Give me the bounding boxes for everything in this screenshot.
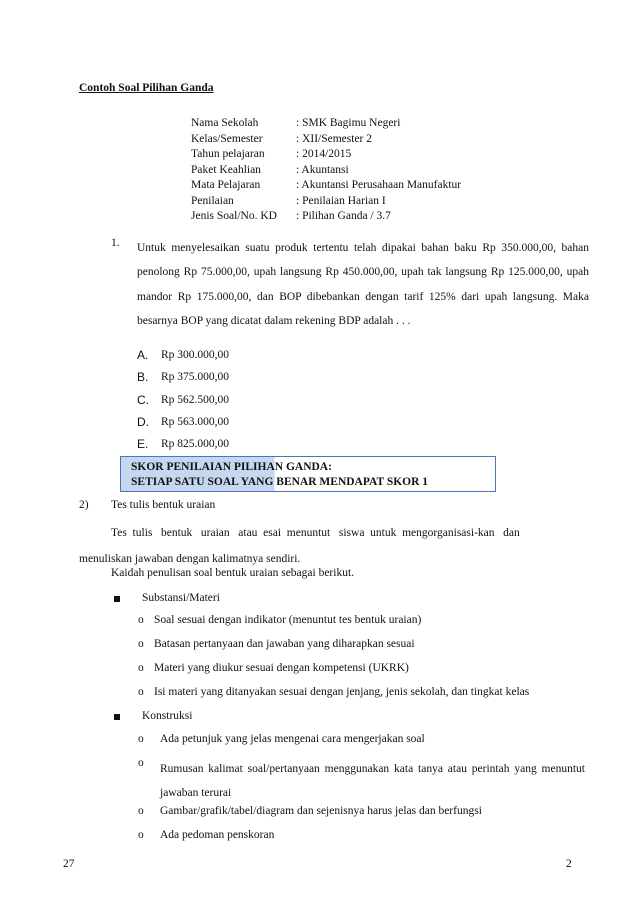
info-label: Kelas/Semester — [191, 132, 263, 145]
sub-item-text: Materi yang diukur sesuai dengan kompetensi (UKRK) — [154, 662, 409, 674]
info-row — [191, 147, 461, 163]
option-letter: B. — [137, 370, 149, 385]
bullet-item — [111, 592, 220, 604]
sub-item — [138, 733, 425, 745]
circle-bullet-icon: o — [138, 686, 144, 698]
option-letter: C. — [137, 392, 149, 407]
school-info-block — [191, 116, 461, 225]
bullet-label: Konstruksi — [142, 710, 193, 722]
circle-bullet-icon: o — [138, 829, 144, 841]
section-title: Tes tulis bentuk uraian — [111, 499, 216, 511]
sub-item — [138, 757, 585, 805]
footer-left-number: 27 — [63, 858, 75, 870]
question-text: Untuk menyelesaikan suatu produk tertentu telah dipakai bahan baku Rp 350.000,00, bahan penolong Rp 75.000,00, upah langsung Rp 450.000,00, upah tak langsung Rp 125.000,00, upah mandor Rp 175.000,00, dan BOP dibebankan dengan tarif 125% dari upah langsung. Maka besarnya BOP yang dicatat dalam rekening BDP adalah . . . — [137, 242, 589, 328]
info-label: Nama Sekolah — [191, 117, 259, 129]
info-row — [191, 178, 461, 194]
square-bullet-icon — [114, 596, 120, 602]
sub-item-text: Ada pedoman penskoran — [160, 829, 275, 841]
info-row — [191, 194, 461, 210]
info-value: : 2014/2015 — [296, 148, 352, 160]
option-b — [137, 366, 229, 388]
info-value: : SMK Bagimu Negeri — [296, 117, 401, 129]
sub-item — [138, 805, 482, 817]
circle-bullet-icon: o — [138, 757, 144, 769]
info-label: Paket Keahlian — [191, 163, 261, 176]
option-text: Rp 375.000,00 — [161, 371, 230, 384]
score-box — [120, 456, 496, 492]
sub-item — [138, 662, 409, 674]
sub-item-text: Isi materi yang ditanyakan sesuai dengan jenjang, jenis sekolah, dan tingkat kelas — [154, 686, 530, 698]
circle-bullet-icon: o — [138, 733, 144, 745]
sub-item — [138, 829, 274, 841]
info-label: Jenis Soal/No. KD — [191, 210, 277, 222]
circle-bullet-icon: o — [138, 614, 144, 626]
section-paragraph — [79, 521, 577, 572]
page-number: 2 — [566, 858, 572, 870]
kaidah-text: Kaidah penulisan soal bentuk uraian sebagai berikut. — [111, 567, 355, 579]
option-d — [137, 411, 229, 433]
option-letter: D. — [137, 414, 149, 429]
option-c — [137, 389, 229, 411]
option-text: Rp 563.000,00 — [161, 415, 230, 428]
sub-item — [138, 686, 529, 698]
info-value: : Akuntansi Perusahaan Manufaktur — [296, 179, 462, 191]
paragraph-line: menuliskan jawaban dengan kalimatnya sendiri. — [79, 552, 301, 565]
score-box-line1: SKOR PENILAIAN PILIHAN GANDA: — [131, 461, 332, 473]
info-label: Mata Pelajaran — [191, 179, 261, 191]
circle-bullet-icon: o — [138, 805, 144, 817]
bullet-item — [111, 710, 192, 722]
option-a — [137, 344, 229, 366]
paragraph-line: Tes tulis bentuk uraian atau esai menuntut siswa untuk mengorganisasi-kan dan — [111, 527, 520, 539]
question-number: 1. — [111, 237, 120, 249]
info-row — [191, 163, 461, 179]
sub-item-text: Ada petunjuk yang jelas mengenai cara mengerjakan soal — [160, 733, 425, 745]
info-label: Tahun pelajaran — [191, 148, 265, 160]
circle-bullet-icon: o — [138, 638, 144, 650]
option-letter: E. — [137, 437, 149, 452]
info-value: : XII/Semester 2 — [296, 132, 373, 145]
section-number: 2) — [79, 499, 89, 511]
info-row — [191, 116, 461, 132]
square-bullet-icon — [114, 714, 120, 720]
sub-item — [138, 614, 421, 626]
info-value: : Pilihan Ganda / 3.7 — [296, 210, 391, 222]
info-label: Penilaian — [191, 194, 234, 207]
info-value: : Akuntansi — [296, 163, 349, 176]
sub-item-text: Gambar/grafik/tabel/diagram dan sejenisnya harus jelas dan berfungsi — [160, 805, 482, 817]
info-value: : Penilaian Harian I — [296, 194, 386, 207]
sub-item-text: Soal sesuai dengan indikator (menuntut tes bentuk uraian) — [154, 614, 422, 626]
circle-bullet-icon: o — [138, 662, 144, 674]
option-letter: A. — [137, 348, 149, 362]
sub-item-text: Rumusan kalimat soal/pertanyaan menggunakan kata tanya atau perintah yang menuntut jawaban terurai — [160, 763, 585, 799]
score-box-line2: SETIAP SATU SOAL YANG BENAR MENDAPAT SKOR 1 — [131, 476, 429, 488]
page-title: Contoh Soal Pilihan Ganda — [79, 82, 214, 94]
option-text: Rp 300.000,00 — [161, 349, 230, 361]
answer-options — [137, 344, 229, 455]
bullet-label: Substansi/Materi — [142, 592, 220, 604]
option-text: Rp 825.000,00 — [161, 438, 230, 451]
sub-item — [138, 638, 415, 650]
option-e — [137, 433, 229, 455]
sub-item-text: Batasan pertanyaan dan jawaban yang diharapkan sesuai — [154, 638, 415, 650]
info-row — [191, 132, 461, 148]
option-text: Rp 562.500,00 — [161, 393, 230, 406]
info-row — [191, 209, 461, 225]
